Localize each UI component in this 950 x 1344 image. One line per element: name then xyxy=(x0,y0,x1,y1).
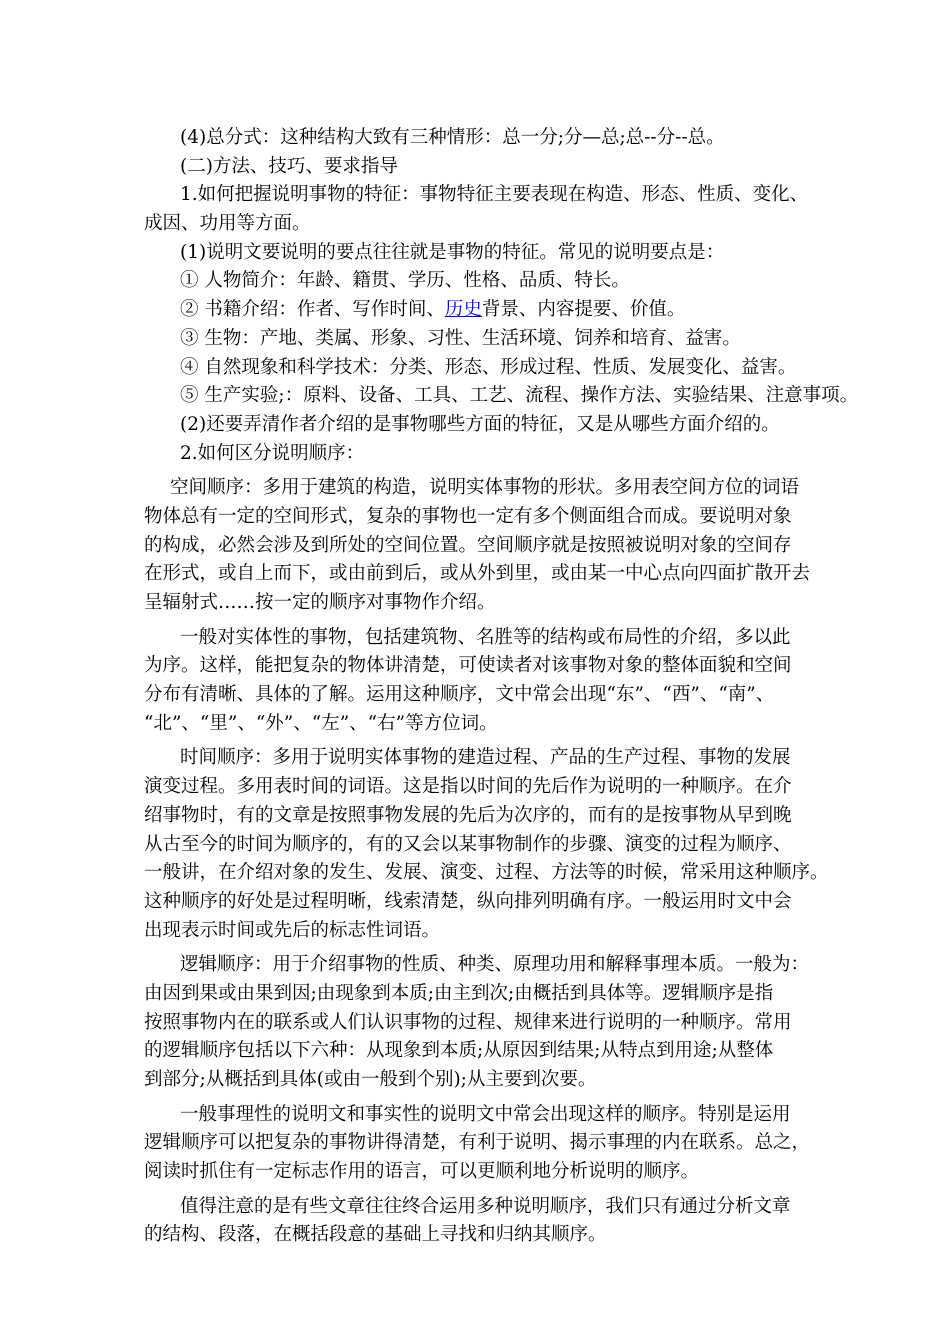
paragraph-line: 为序。这样，能把复杂的物体讲清楚，可使读者对该事物对象的整体面貌和空间 xyxy=(144,655,792,677)
paragraph-line: 阅读时抓住有一定标志作用的语言，可以更顺利地分析说明的顺序。 xyxy=(144,1161,700,1183)
paragraph-line: 按照事物内在的联系或人们认识事物的过程、规律来进行说明的一种顺序。常用 xyxy=(144,1011,792,1033)
paragraph-line: 逻辑顺序：用于介绍事物的性质、种类、原理功用和解释事理本质。一般为： xyxy=(180,954,810,976)
paragraph-line: 在形式，或自上而下，或由前到后，或从外到里，或由某一中心点向四面扩散开去 xyxy=(144,563,811,585)
paragraph-line: 一般事理性的说明文和事实性的说明文中常会出现这样的顺序。特别是运用 xyxy=(180,1103,791,1125)
list-item-people: ① 人物简介：年龄、籍贯、学历、性格、品质、特长。 xyxy=(180,270,630,292)
section-heading: (二)方法、技巧、要求指导 xyxy=(180,155,398,177)
paragraph-line: 的构成，必然会涉及到所处的空间位置。空间顺序就是按照被说明对象的空间存 xyxy=(144,534,792,556)
paragraph-line: 的逻辑顺序包括以下六种：从现象到本质;从原因到结果;从特点到用途;从整体 xyxy=(144,1040,774,1062)
paragraph-line: 一般讲，在介绍对象的发生、发展、演变、过程、方法等的时候，常采用这种顺序。 xyxy=(144,862,829,884)
question-1-line-2: 成因、功用等方面。 xyxy=(144,213,311,235)
paragraph-line: 呈辐射式……按一定的顺序对事物作介绍。 xyxy=(144,592,496,613)
list-item-books-text-b: 背景、内容提要、价值。 xyxy=(481,299,686,321)
list-item-creatures: ③ 生物：产地、类属、形象、习性、生活环境、饲养和培育、益害。 xyxy=(180,327,741,349)
question-2: 2.如何区分说明顺序： xyxy=(180,442,365,464)
paragraph-line: 的结构、段落，在概括段意的基础上寻找和归纳其顺序。 xyxy=(144,1224,607,1246)
list-item-production: ⑤ 生产实验;：原料、设备、工具、工艺、流程、操作方法、实验结果、注意事项。 xyxy=(180,385,859,407)
list-item-books-text-a: ② 书籍介绍：作者、写作时间、 xyxy=(180,299,445,321)
paragraph-line: 物体总有一定的空间形式，复杂的事物也一定有多个侧面组合而成。要说明对象 xyxy=(144,505,792,527)
structure-note: (4)总分式：这种结构大致有三种情形：总一分;分—总;总--分--总。 xyxy=(180,127,725,148)
paragraph-line: 绍事物时，有的文章是按照事物发展的先后为次序的，而有的是按事物从早到晚 xyxy=(144,804,792,826)
paragraph-line: 演变过程。多用表时间的词语。这是指以时间的先后作为说明的一种顺序。在介 xyxy=(144,776,792,798)
list-item-books xyxy=(144,296,820,325)
paragraph-line: 分布有清晰、具体的了解。运用这种顺序，文中常会出现“东”、“西”、“南”、 xyxy=(144,684,775,706)
paragraph-line: 一般对实体性的事物，包括建筑物、名胜等的结构或布局性的介绍，多以此 xyxy=(180,626,791,648)
list-item-nature-science: ④ 自然现象和科学技术：分类、形态、形成过程、性质、发展变化、益害。 xyxy=(180,356,797,378)
paragraph-line: 从古至今的时间为顺序的，有的又会以某事物制作的步骤、演变的过程为顺序、 xyxy=(144,833,792,855)
history-link[interactable]: 历史 xyxy=(444,299,482,321)
point-1-intro: (1)说明文要说明的要点往往就是事物的特征。常见的说明要点是： xyxy=(180,241,725,263)
paragraph-line: 空间顺序：多用于建筑的构造，说明实体事物的形状。多用表空间方位的词语 xyxy=(170,477,800,499)
point-2: (2)还要弄清作者介绍的是事物哪些方面的特征，又是从哪些方面介绍的。 xyxy=(180,413,780,435)
paragraph-line: 时间顺序：多用于说明实体事物的建造过程、产品的生产过程、事物的发展 xyxy=(180,747,791,769)
paragraph-line: 这种顺序的好处是过程明晰，线索清楚，纵向排列明确有序。一般运用时文中会 xyxy=(144,890,792,912)
paragraph-line: “北”、“里”、“外”、“左”、“右”等方位词。 xyxy=(144,712,498,734)
document-page xyxy=(144,124,859,1250)
paragraph-line: 由因到果或由果到因;由现象到本质;由主到次;由概括到具体等。逻辑顺序是指 xyxy=(144,982,774,1004)
paragraph-line: 到部分;从概括到具体(或由一般到个别);从主要到次要。 xyxy=(144,1069,597,1090)
paragraph-line: 逻辑顺序可以把复杂的事物讲得清楚，有利于说明、揭示事理的内在联系。总之， xyxy=(144,1132,811,1154)
question-1-line-1: 1.如何把握说明事物的特征：事物特征主要表现在构造、形态、性质、变化、 xyxy=(180,184,809,206)
paragraph-line: 值得注意的是有些文章往往终合运用多种说明顺序，我们只有通过分析文章 xyxy=(180,1195,791,1217)
paragraph-line: 出现表示时间或先后的标志性词语。 xyxy=(144,919,441,941)
